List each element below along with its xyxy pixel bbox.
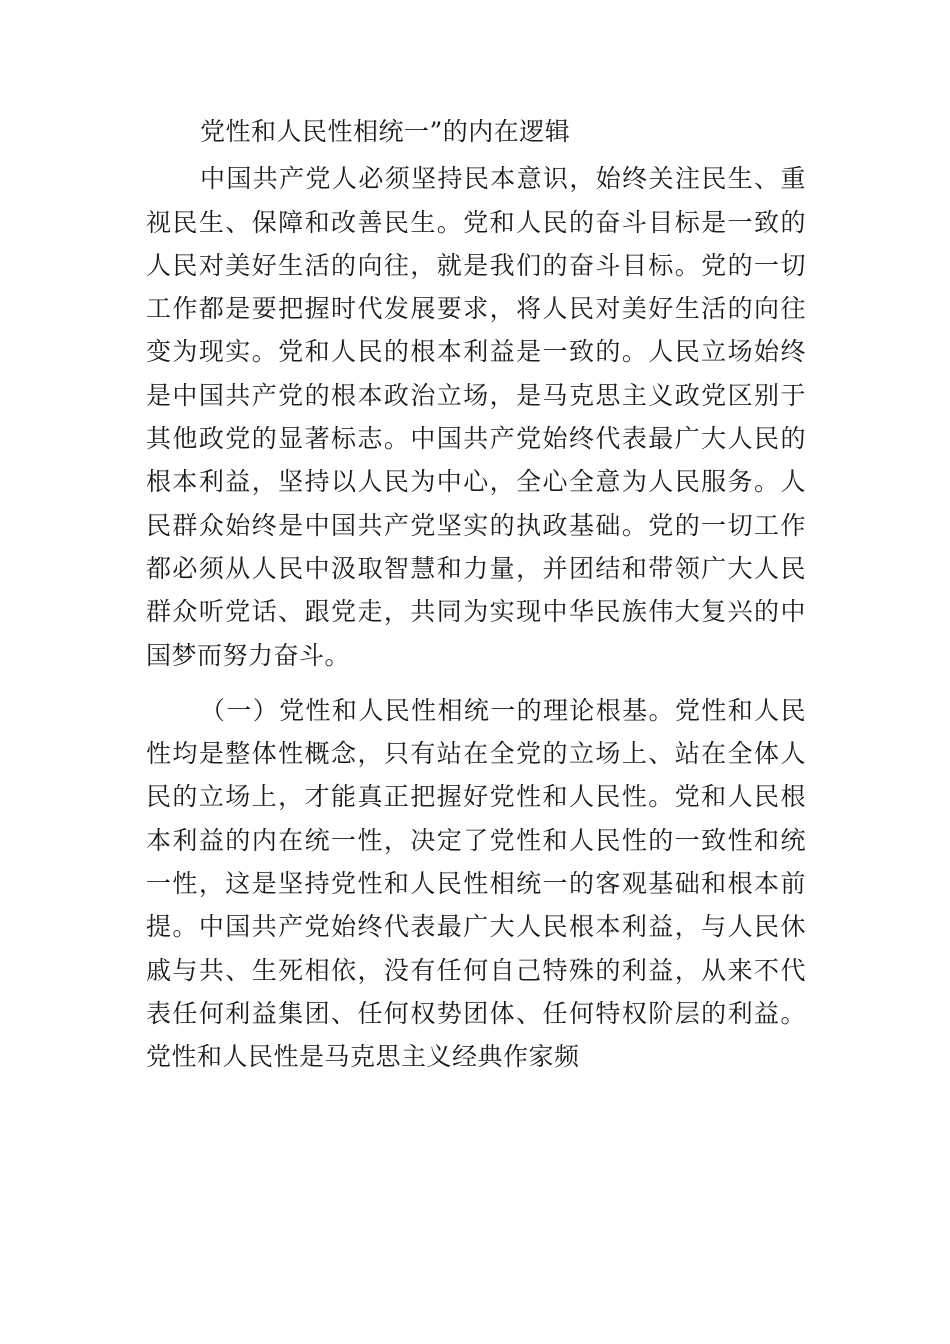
paragraph-line: 变为现实。党和人民的根本利益是一致的。人民立场始终: [146, 337, 806, 367]
paragraph-line: 中国共产党人必须坚持民本意识，始终关注民生、重: [200, 164, 806, 194]
paragraph-line: 性均是整体性概念，只有站在全党的立场上、站在全体人: [146, 739, 806, 769]
paragraph-2: [146, 689, 806, 1079]
paragraph-line: 视民生、保障和改善民生。党和人民的奋斗目标是一致的: [146, 207, 806, 237]
paragraph-line: 都必须从人民中汲取智慧和力量，并团结和带领广大人民: [146, 553, 806, 583]
paragraph-line: 党性和人民性是马克思主义经典作家频: [146, 1042, 580, 1072]
paragraph-line: 其他政党的显著标志。中国共产党始终代表最广大人民的: [146, 424, 806, 454]
paragraph-line: 表任何利益集团、任何权势团体、任何特权阶层的利益。: [146, 998, 806, 1028]
paragraph-1: [146, 157, 806, 677]
paragraph-line: 群众听党话、跟党走，共同为实现中华民族伟大复兴的中: [146, 597, 806, 627]
paragraph-line: 提。中国共产党始终代表最广大人民根本利益，与人民休: [146, 912, 806, 942]
paragraph-line: 本利益的内在统一性，决定了党性和人民性的一致性和统: [146, 825, 806, 855]
paragraph-line: 工作都是要把握时代发展要求，将人民对美好生活的向往: [146, 294, 806, 324]
paragraph-gap: [146, 677, 806, 689]
section-heading: 党性和人民性相统一”的内在逻辑: [200, 117, 571, 146]
paragraph-line: 民群众始终是中国共产党坚实的执政基础。党的一切工作: [146, 510, 806, 540]
paragraph-line: 人民对美好生活的向往，就是我们的奋斗目标。党的一切: [146, 250, 806, 280]
paragraph-line: 一性，这是坚持党性和人民性相统一的客观基础和根本前: [146, 869, 806, 899]
document-body: [146, 110, 806, 1079]
paragraph-line: 戚与共、生死相依，没有任何自己特殊的利益，从来不代: [146, 955, 806, 985]
paragraph-line: 民的立场上，才能真正把握好党性和人民性。党和人民根: [146, 782, 806, 812]
paragraph-line: 根本利益，坚持以人民为中心，全心全意为人民服务。人: [146, 467, 806, 497]
paragraph-line: 国梦而努力奋斗。: [146, 640, 351, 670]
paragraph-line: （一）党性和人民性相统一的理论根基。党性和人民: [200, 695, 806, 725]
paragraph-line: 是中国共产党的根本政治立场，是马克思主义政党区别于: [146, 380, 806, 410]
